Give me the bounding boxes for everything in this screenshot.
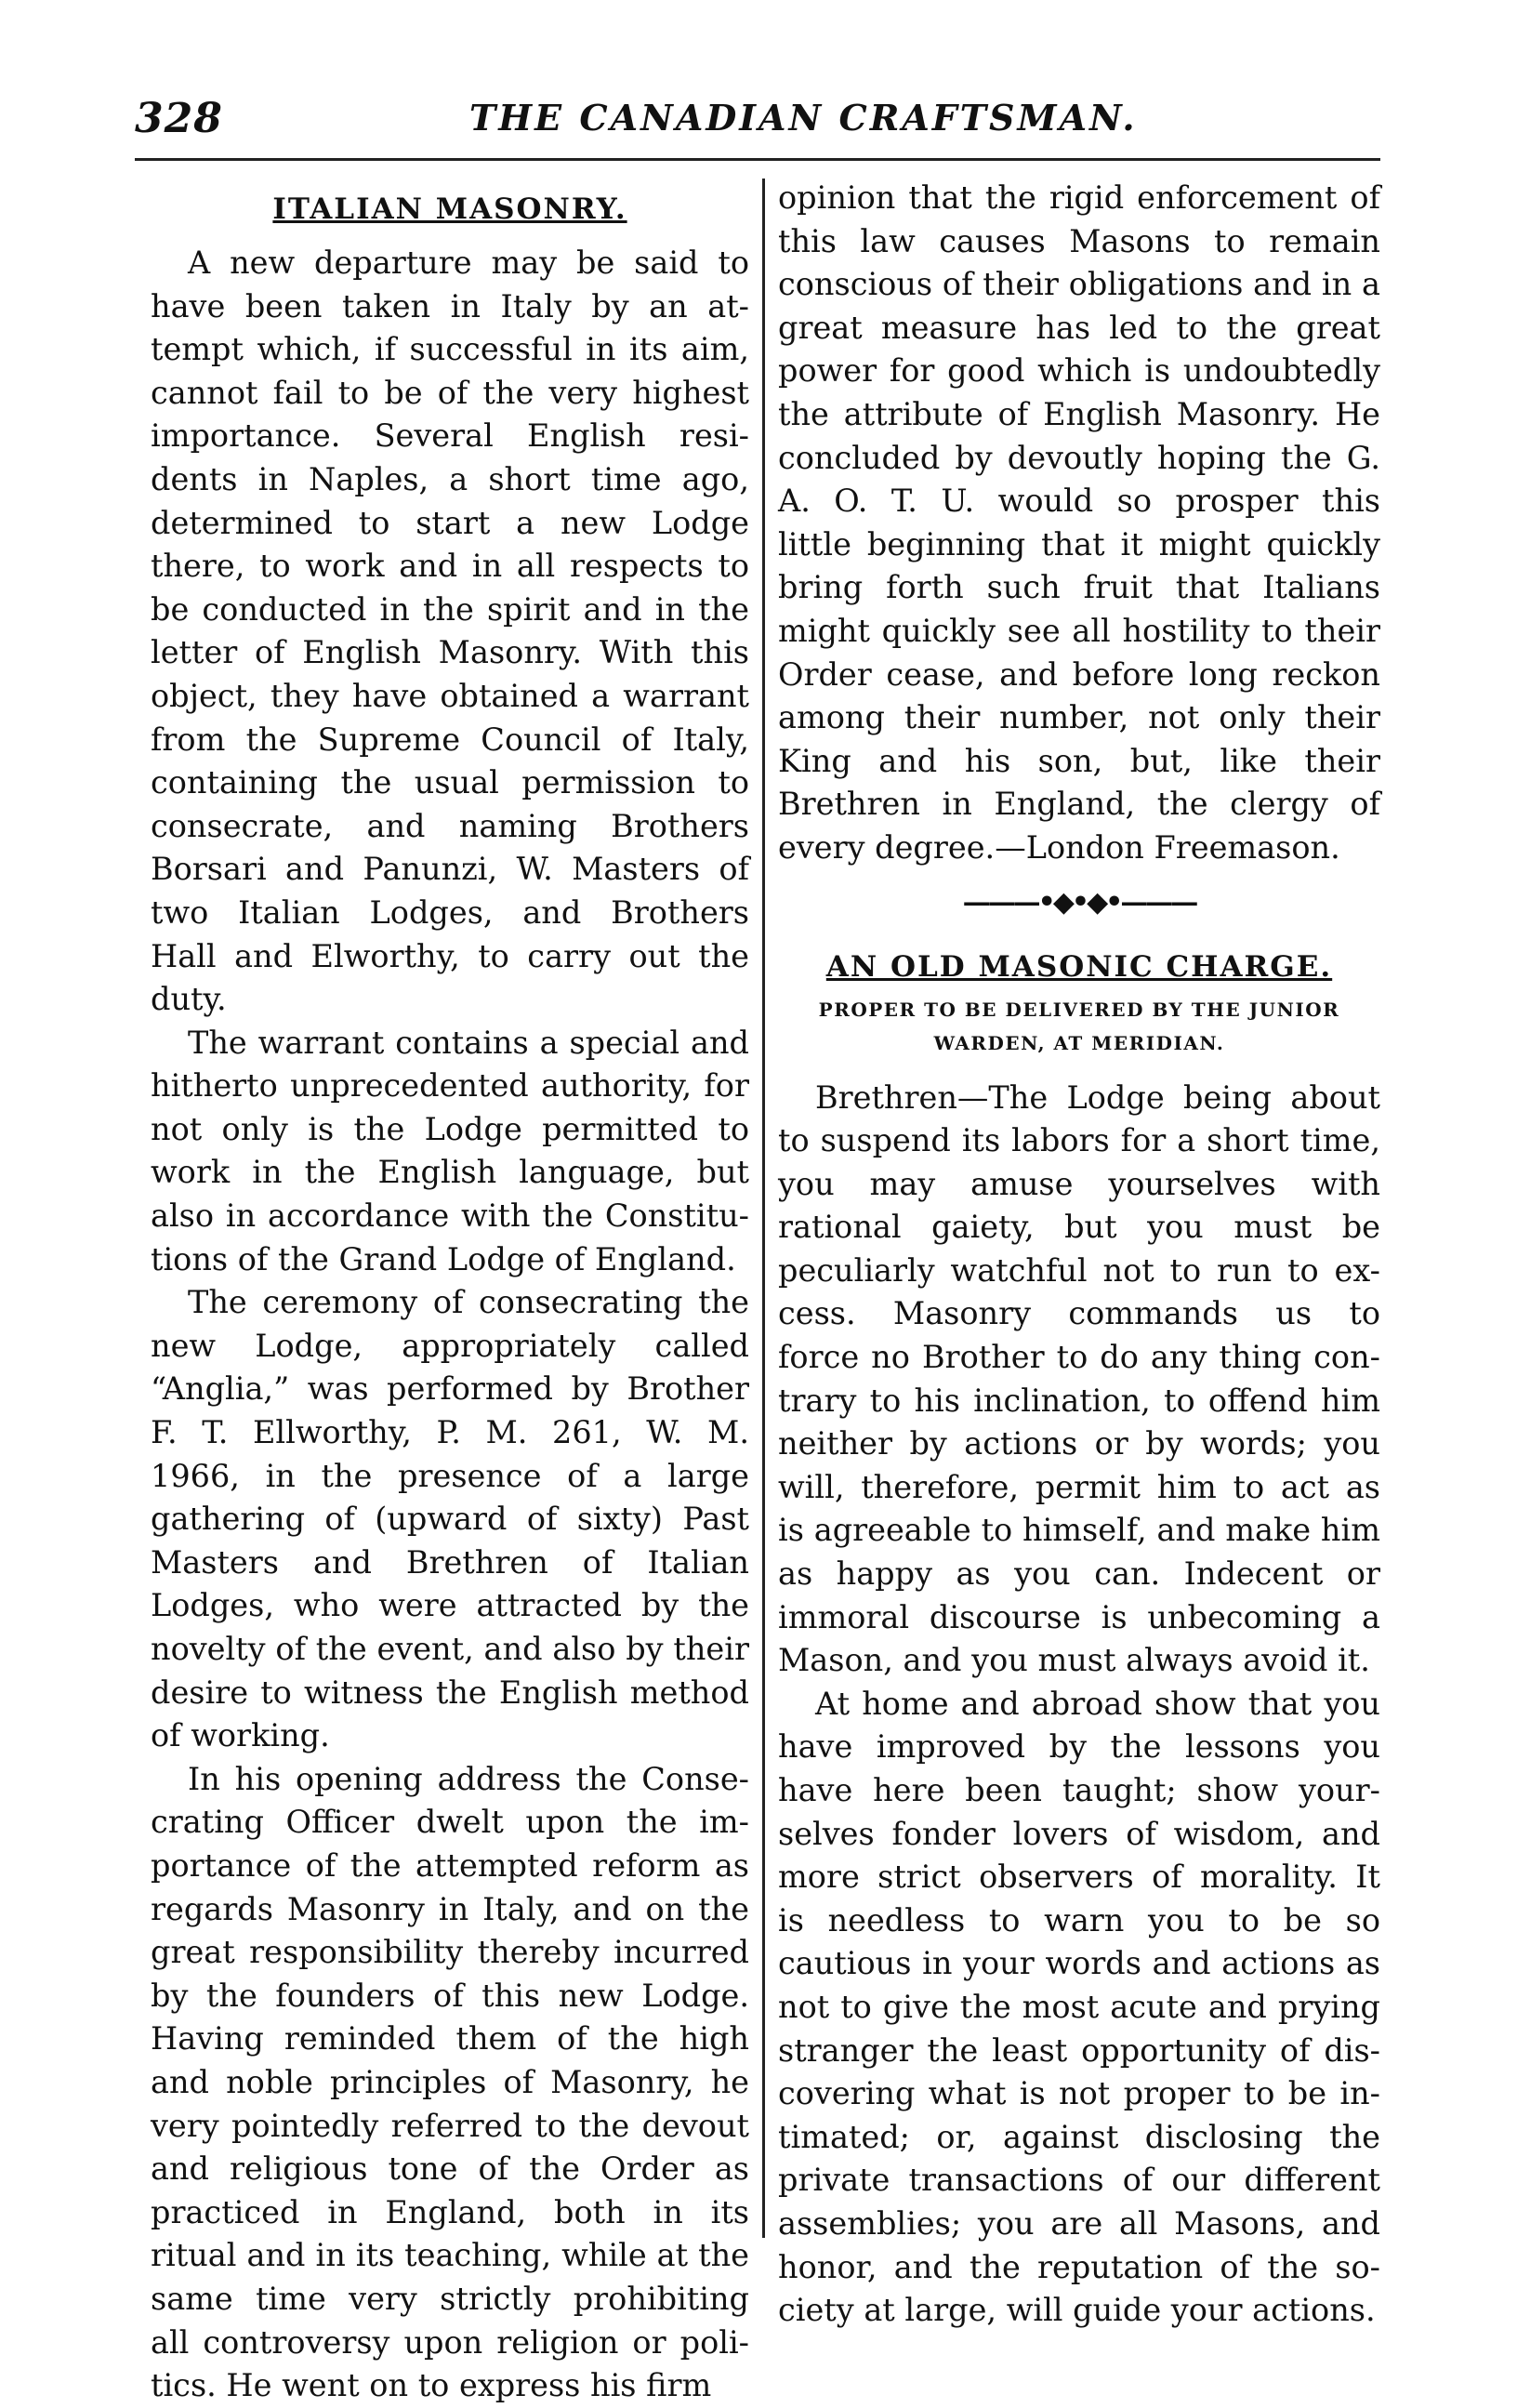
text-line: object, they have obtained a warrant (151, 677, 749, 714)
text-line: might quickly see all hostility to their (778, 612, 1380, 649)
text-line: cess. Masonry commands us to (778, 1295, 1380, 1332)
text-line: the attribute of English Masonry. He (778, 395, 1380, 432)
article-title-italian-masonry: ITALIAN MASONRY. (272, 192, 627, 226)
text-line: this law causes Masons to remain (778, 222, 1380, 259)
text-line: A. O. T. U. would so prosper this (778, 483, 1380, 520)
text-line: practiced in England, both in its (151, 2193, 749, 2230)
text-line: honor, and the reputation of the so- (778, 2248, 1380, 2285)
text-line: assemblies; you are all Masons, and (778, 2204, 1380, 2242)
text-line: crating Officer dwelt upon the im- (151, 1804, 749, 1841)
text-line: private transactions of our different (778, 2162, 1380, 2199)
article-subtitle-line1: PROPER TO BE DELIVERED BY THE JUNIOR (818, 998, 1340, 1021)
text-line: F. T. Ellworthy, P. M. 261, W. M. (151, 1414, 749, 1451)
text-line: cautious in your words and actions as (778, 1945, 1380, 1982)
text-line: great responsibility thereby incurred (151, 1934, 749, 1971)
text-line: immoral discourse is unbecoming a (778, 1598, 1380, 1635)
text-line: importance. Several English resi- (151, 417, 749, 455)
text-line: tics. He went on to express his firm (151, 2367, 712, 2404)
text-line: you may amuse yourselves with (778, 1165, 1380, 1202)
text-line: concluded by devoutly hoping the G. (778, 439, 1380, 476)
text-line: hitherto unprecedented authority, for (151, 1067, 749, 1105)
text-line: tempt which, if successful in its aim, (151, 331, 749, 368)
text-line: great measure has led to the great (778, 309, 1380, 346)
text-line: gathering of (upward of sixty) Past (151, 1501, 749, 1538)
text-line: trary to his inclination, to offend him (778, 1382, 1380, 1419)
text-line: selves fonder lovers of wisdom, and (778, 1815, 1380, 1852)
text-line: The ceremony of consecrating the (188, 1284, 749, 1321)
text-line: consecrate, and naming Brothers (151, 807, 749, 844)
text-line: rational gaiety, but you must be (778, 1209, 1380, 1246)
text-line: be conducted in the spirit and in the (151, 590, 749, 628)
text-line: determined to start a new Lodge (151, 504, 749, 541)
text-line: little beginning that it might quickly (778, 525, 1380, 562)
text-line: have improved by the lessons you (778, 1728, 1380, 1766)
text-line: of working. (151, 1717, 330, 1754)
text-line: In his opening address the Conse- (188, 1760, 749, 1797)
text-line: King and his son, but, like their (778, 742, 1380, 779)
text-line: letter of English Masonry. With this (151, 634, 749, 671)
section-ornament: ———•◆•◆•——— (962, 885, 1196, 919)
page-header (135, 93, 1380, 149)
header-rule (135, 158, 1380, 161)
text-line: have been taken in Italy by an at- (151, 287, 749, 324)
text-line: neither by actions or by words; you (778, 1425, 1380, 1462)
text-line: bring forth such fruit that Italians (778, 569, 1380, 606)
text-line: duty. (151, 981, 227, 1018)
text-line: Having reminded them of the high (151, 2020, 749, 2057)
text-line: timated; or, against disclosing the (778, 2118, 1380, 2155)
text-line: “Anglia,” was performed by Brother (151, 1370, 749, 1408)
text-line: ciety at large, will guide your actions. (778, 2292, 1376, 2329)
text-line: ritual and in its teaching, while at the (151, 2237, 749, 2274)
page-number: 328 (135, 95, 223, 142)
text-line: as happy as you can. Indecent or (778, 1555, 1380, 1593)
text-line: is needless to warn you to be so (778, 1901, 1380, 1938)
text-line: Mason, and you must always avoid it. (778, 1642, 1370, 1679)
text-line: desire to witness the English method (151, 1674, 749, 1711)
text-line: have here been taught; show your- (778, 1772, 1380, 1808)
text-line: and religious tone of the Order as (151, 2150, 749, 2188)
text-line: there, to work and in all respects to (151, 548, 749, 585)
text-line: among their number, not only their (778, 699, 1380, 736)
column-divider (762, 179, 765, 2238)
text-line: tions of the Grand Lodge of England. (151, 1240, 736, 1277)
article-subtitle-line2: WARDEN, AT MERIDIAN. (933, 1031, 1225, 1054)
text-line: new Lodge, appropriately called (151, 1327, 749, 1364)
text-line: novelty of the event, and also by their (151, 1631, 749, 1667)
text-line: opinion that the rigid enforcement of (778, 179, 1380, 216)
text-line: will, therefore, permit him to act as (778, 1468, 1380, 1505)
text-line: The warrant contains a special and (188, 1024, 749, 1061)
right-column (778, 177, 1380, 2333)
text-line: Masters and Brethren of Italian (151, 1543, 749, 1581)
text-line: Borsari and Panunzi, W. Masters of (151, 851, 749, 888)
text-line: two Italian Lodges, and Brothers (151, 893, 749, 931)
text-line: Brethren in England, the clergy of (778, 786, 1380, 823)
text-line: stranger the least opportunity of dis- (778, 2031, 1380, 2069)
text-line: force no Brother to do any thing con- (778, 1339, 1380, 1376)
text-line: to suspend its labors for a short time, (778, 1122, 1380, 1159)
text-line: also in accordance with the Constitu- (151, 1197, 749, 1235)
left-column (151, 177, 749, 2408)
running-title: THE CANADIAN CRAFTSMAN. (469, 97, 1138, 139)
text-line: all controversy upon religion or poli- (151, 2323, 749, 2361)
text-line: not to give the most acute and prying (778, 1988, 1380, 2025)
text-line: more strict observers of morality. It (778, 1859, 1380, 1896)
text-line: very pointedly referred to the devout (151, 2107, 749, 2144)
text-line: and noble principles of Masonry, he (151, 2063, 749, 2100)
article-body-old-masonic-charge (778, 1077, 1380, 2333)
text-line: same time very strictly prohibiting (151, 2280, 749, 2317)
text-line: work in the English language, but (151, 1154, 749, 1191)
text-line: power for good which is undoubtedly (778, 352, 1380, 390)
text-line: peculiarly watchful not to run to ex- (778, 1251, 1380, 1289)
text-line: not only is the Lodge permitted to (151, 1110, 749, 1147)
text-line: covering what is not proper to be in- (778, 2075, 1380, 2112)
article-title-old-masonic-charge: AN OLD MASONIC CHARGE. (825, 949, 1333, 984)
text-line: conscious of their obligations and in a (778, 266, 1380, 303)
text-line: every degree.—London Freemason. (778, 828, 1340, 866)
text-line: Lodges, who were attracted by the (151, 1587, 749, 1624)
text-line: Brethren—The Lodge being about (815, 1078, 1380, 1116)
text-line: portance of the attempted reform as (151, 1846, 749, 1884)
text-line: containing the usual permission to (151, 764, 749, 801)
article-body-italian-masonry (151, 242, 749, 2408)
text-line: A new departure may be said to (188, 245, 749, 281)
text-line: Hall and Elworthy, to carry out the (151, 937, 749, 974)
text-line: 1966, in the presence of a large (151, 1457, 749, 1494)
text-line: Order cease, and before long reckon (778, 655, 1380, 693)
text-line: regards Masonry in Italy, and on the (151, 1890, 749, 1927)
text-line: by the founders of this new Lodge. (151, 1977, 749, 2014)
text-line: At home and abroad show that you (815, 1685, 1380, 1722)
text-line: is agreeable to himself, and make him (778, 1512, 1380, 1549)
text-line: from the Supreme Council of Italy, (151, 721, 749, 758)
text-line: dents in Naples, a short time ago, (151, 460, 749, 497)
article-continuation (778, 177, 1380, 870)
text-line: cannot fail to be of the very highest (151, 374, 749, 411)
